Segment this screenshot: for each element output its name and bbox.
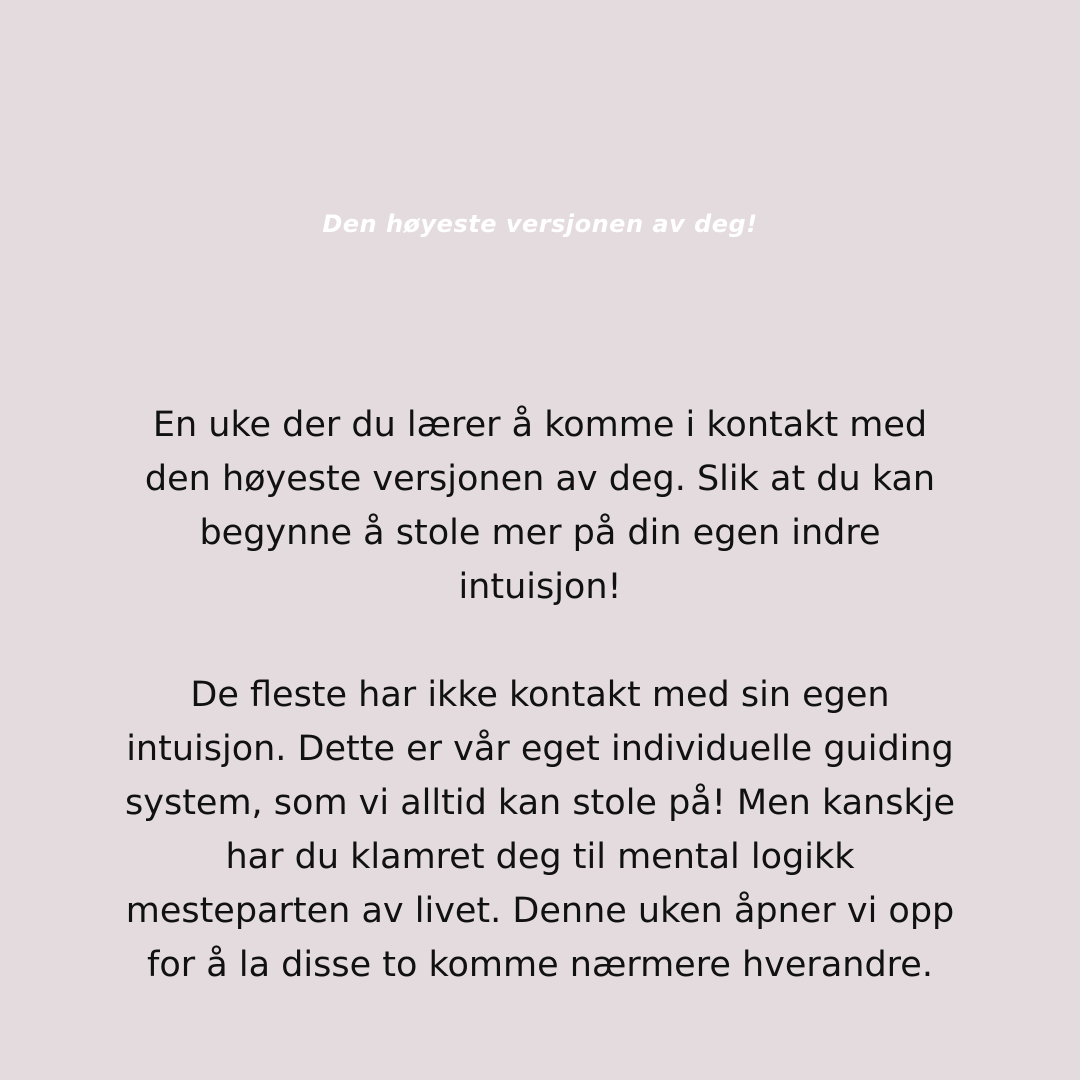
paragraph-details [70,668,1010,992]
text-line: den høyeste versjonen av deg. Slik at du kan [144,459,936,499]
paragraph-intro [70,398,1010,614]
text-line: intuisjon. Dette er vår eget individuelle guiding [126,729,954,769]
text-line: En uke der du lærer å komme i kontakt med [152,405,928,445]
post-title: Den høyeste versjonen av deg! [322,210,758,238]
text-line: for å la disse to komme nærmere hverandre. [147,945,933,985]
text-line: system, som vi alltid kan stole på! Men kanskje [125,783,955,823]
text-line: begynne å stole mer på din egen indre [199,513,881,553]
text-line: intuisjon! [458,567,622,607]
text-line: De fleste har ikke kontakt med sin egen [190,675,890,715]
text-line: har du klamret deg til mental logikk [225,837,855,877]
post-body [70,398,1010,992]
text-line: mesteparten av livet. Denne uken åpner vi opp [125,891,955,931]
paragraph-spacer [70,614,1010,668]
